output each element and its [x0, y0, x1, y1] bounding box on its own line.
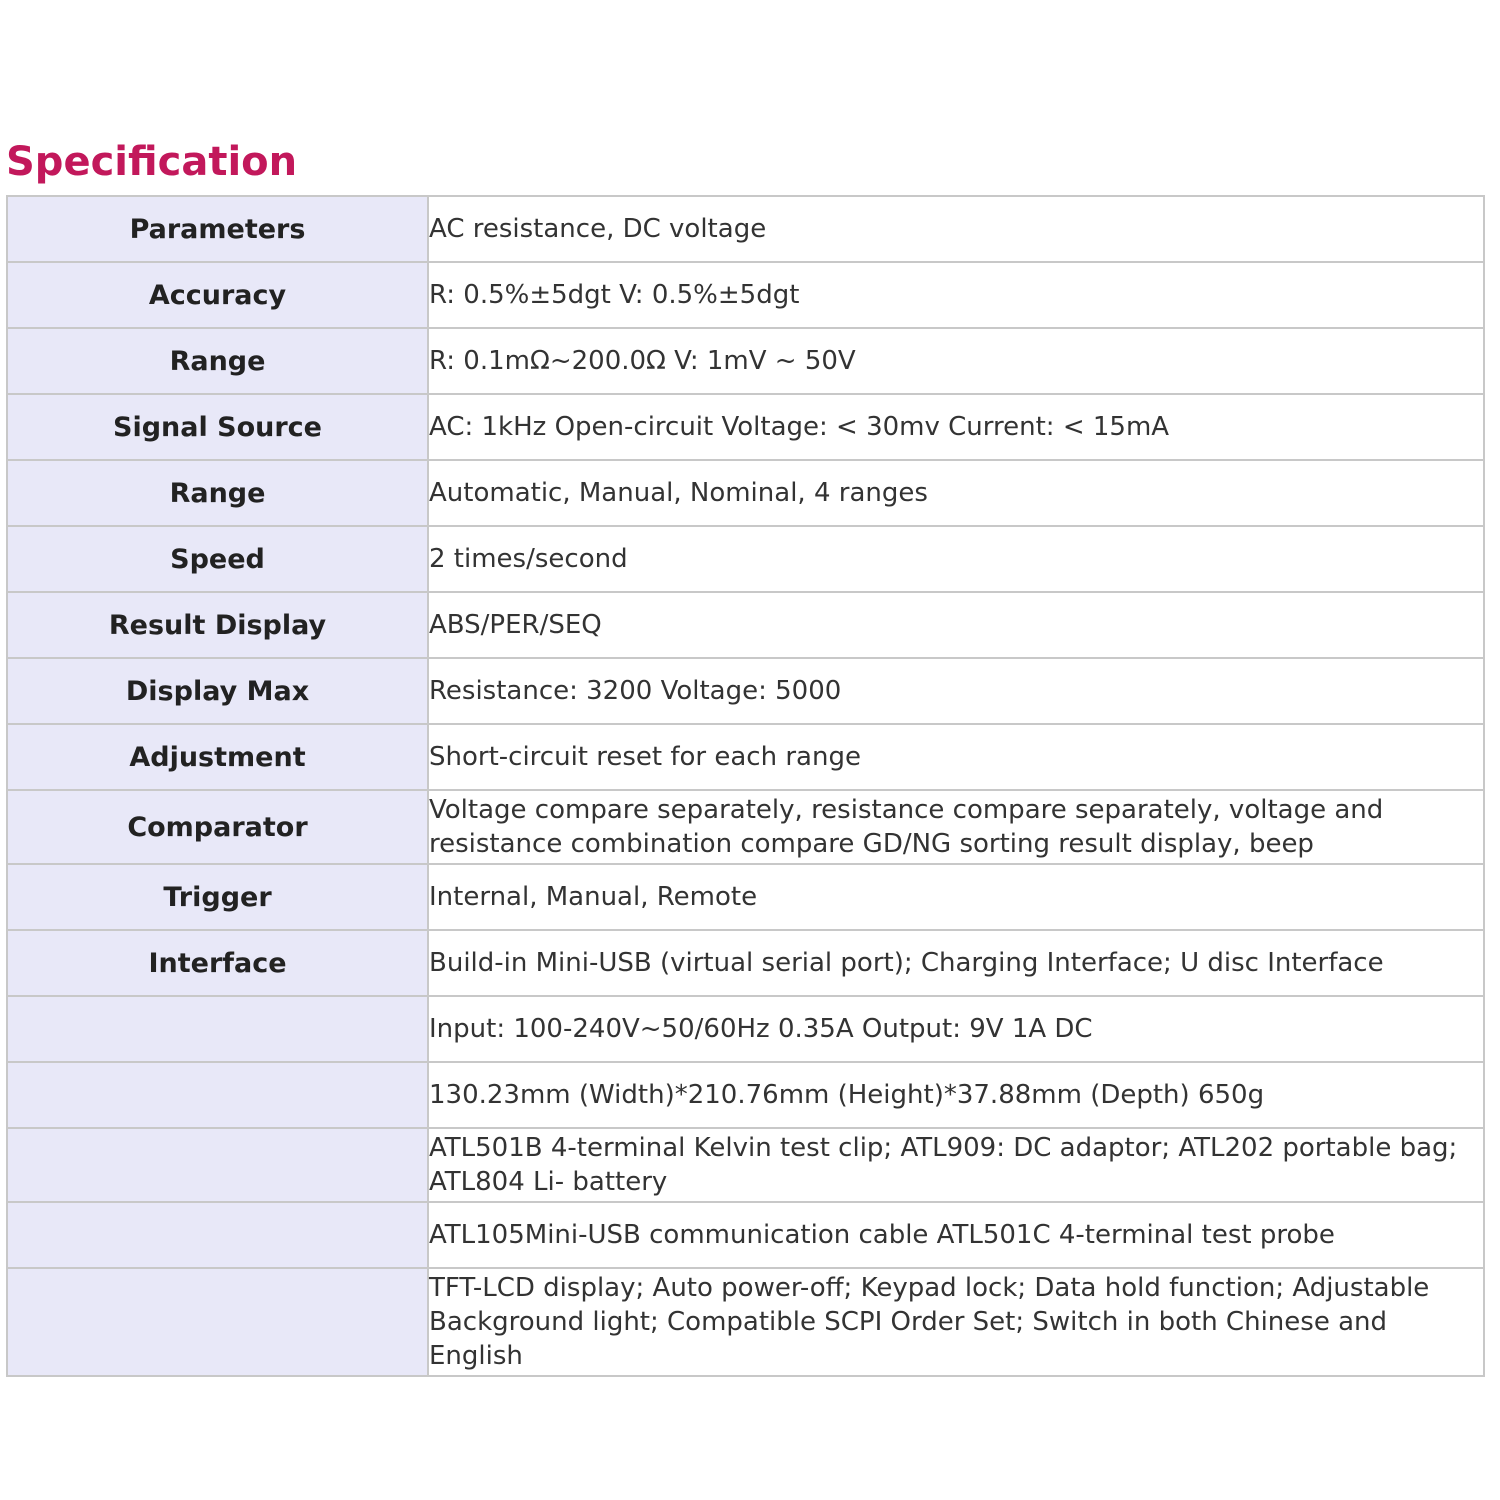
row-value: Internal, Manual, Remote — [428, 864, 1484, 930]
row-value: 2 times/second — [428, 526, 1484, 592]
table-row — [7, 262, 1484, 328]
table-row — [7, 790, 1484, 864]
table-row — [7, 1202, 1484, 1268]
table-row — [7, 724, 1484, 790]
row-value: Input: 100-240V~50/60Hz 0.35A Output: 9V 1A DC — [428, 996, 1484, 1062]
row-label: Display Max — [7, 658, 428, 724]
table-row — [7, 658, 1484, 724]
row-value: AC: 1kHz Open-circuit Voltage: < 30mv Current: < 15mA — [428, 394, 1484, 460]
row-label: Range — [7, 460, 428, 526]
table-row — [7, 1062, 1484, 1128]
row-label — [7, 1128, 428, 1202]
table-row — [7, 526, 1484, 592]
table-row — [7, 592, 1484, 658]
row-value: ATL105Mini-USB communication cable ATL501C 4-terminal test probe — [428, 1202, 1484, 1268]
table-row — [7, 328, 1484, 394]
table-row — [7, 196, 1484, 262]
row-label: Speed — [7, 526, 428, 592]
row-label: Comparator — [7, 790, 428, 864]
row-label: Signal Source — [7, 394, 428, 460]
row-value: 130.23mm (Width)*210.76mm (Height)*37.88mm (Depth) 650g — [428, 1062, 1484, 1128]
row-label: Accuracy — [7, 262, 428, 328]
table-row — [7, 996, 1484, 1062]
row-label: Range — [7, 328, 428, 394]
row-label: Interface — [7, 930, 428, 996]
table-row — [7, 394, 1484, 460]
row-value: R: 0.5%±5dgt V: 0.5%±5dgt — [428, 262, 1484, 328]
row-value: Voltage compare separately, resistance compare separately, voltage and resistance combination compare GD/NG sorting result display, beep — [428, 790, 1484, 864]
row-label: Trigger — [7, 864, 428, 930]
row-label: Adjustment — [7, 724, 428, 790]
row-label — [7, 996, 428, 1062]
row-value: Build-in Mini-USB (virtual serial port); Charging Interface; U disc Interface — [428, 930, 1484, 996]
row-label — [7, 1202, 428, 1268]
row-label — [7, 1062, 428, 1128]
row-label: Result Display — [7, 592, 428, 658]
row-value: TFT-LCD display; Auto power-off; Keypad lock; Data hold function; Adjustable Background light; Compatible SCPI Order Set; Switch in both Chinese and English — [428, 1268, 1484, 1376]
table-row — [7, 1128, 1484, 1202]
table-row — [7, 1268, 1484, 1376]
page-title: Specification — [6, 139, 298, 185]
row-value: R: 0.1mΩ~200.0Ω V: 1mV ~ 50V — [428, 328, 1484, 394]
table-row — [7, 460, 1484, 526]
table-row — [7, 864, 1484, 930]
row-label: Parameters — [7, 196, 428, 262]
specification-table — [6, 195, 1485, 1377]
row-value: ATL501B 4-terminal Kelvin test clip; ATL909: DC adaptor; ATL202 portable bag; ATL804 Li- battery — [428, 1128, 1484, 1202]
row-value: Resistance: 3200 Voltage: 5000 — [428, 658, 1484, 724]
row-label — [7, 1268, 428, 1376]
row-value: Automatic, Manual, Nominal, 4 ranges — [428, 460, 1484, 526]
row-value: ABS/PER/SEQ — [428, 592, 1484, 658]
row-value: Short-circuit reset for each range — [428, 724, 1484, 790]
row-value: AC resistance, DC voltage — [428, 196, 1484, 262]
table-row — [7, 930, 1484, 996]
